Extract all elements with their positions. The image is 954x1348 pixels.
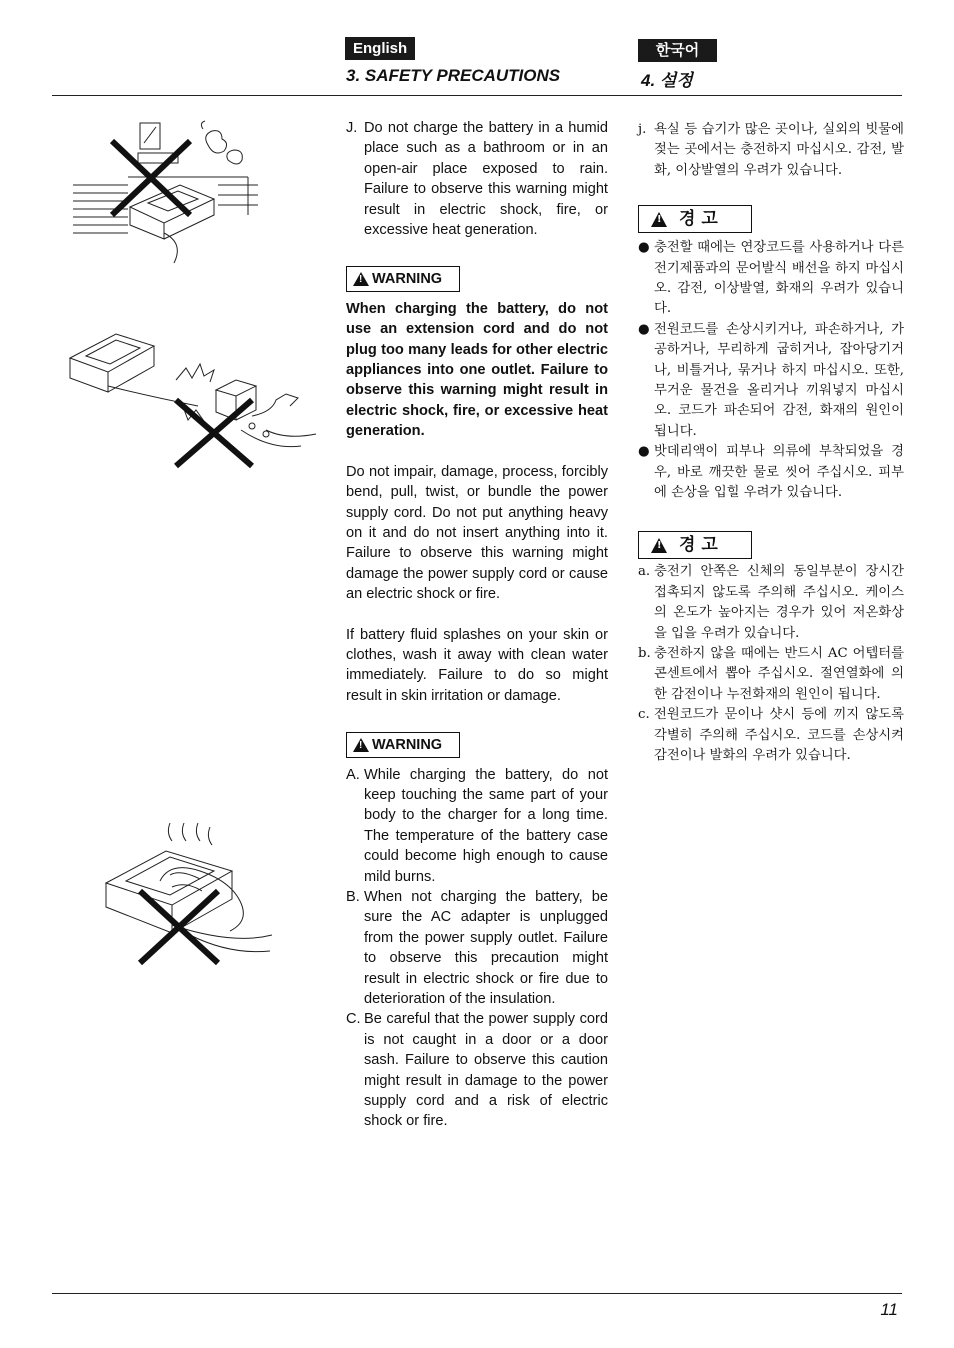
- precaution-c-korean: [638, 705, 904, 766]
- precaution-j-english: [346, 118, 608, 240]
- warning-badge: [346, 266, 460, 292]
- precaution-b-korean: [638, 644, 904, 705]
- warning-triangle-icon: [353, 738, 369, 752]
- item-marker: j.: [638, 122, 647, 137]
- warning-label: WARNING: [372, 736, 443, 753]
- item-text: Be careful that the power supply cord is not caught in a door or a door sash. Failure to observe this caution might result in damage to the power supply cord and a risk of electric shock or fire.: [364, 1011, 608, 1130]
- item-marker: A.: [346, 766, 360, 783]
- overloaded-outlet-illustration: [66, 320, 326, 480]
- item-text: When not charging the battery, be sure the AC adapter is unplugged from the power supply outlet. Failure to observe this precaution might result in electric shock or fire due to deterioration of the insulation.: [364, 889, 608, 1008]
- warning-extension-cord-text: When charging the battery, do not use an extension cord and do not plug too many leads for other electric appliances into one outlet. Failure to observe this warning might result in electric shock, fire, or excessive heat generation.: [346, 300, 608, 440]
- hand-touching-charger-illustration: [100, 815, 280, 965]
- korean-warning-badge-2: [638, 531, 752, 559]
- bullet-text: 충전할 때에는 연장코드를 사용하거나 다른 전기제품과의 문어발식 배선을 하지 마십시오. 감전, 이상발열, 화재의 우려가 있습니다.: [654, 240, 904, 317]
- bullet-dot-icon: ●: [638, 240, 650, 256]
- item-marker: c.: [638, 707, 650, 723]
- item-text: 욕실 등 습기가 많은 곳이나, 실외의 빗물에 젖는 곳에서는 충전하지 마십시오. 감전, 발화, 이상발열의 우려가 있습니다.: [654, 122, 904, 178]
- item-text: Do not charge the battery in a humid place such as a bathroom or in an open-air place exposed to rain. Failure to observe this warning might result in electric shock, fire, or excessive heat generation.: [364, 120, 608, 239]
- precaution-a-korean: [638, 562, 904, 644]
- item-marker: b.: [638, 645, 651, 661]
- warning-label: WARNING: [372, 271, 443, 288]
- header-rule: [52, 95, 902, 96]
- korean-bullet: [638, 320, 904, 442]
- humid-place-charger-illustration: [68, 115, 268, 265]
- precaution-c-english: [346, 1009, 608, 1131]
- korean-column: [638, 120, 904, 766]
- item-marker: C.: [346, 1011, 361, 1028]
- item-marker: J.: [346, 120, 358, 136]
- korean-language-tag: 한국어: [638, 39, 717, 62]
- item-text: While charging the battery, do not keep touching the same part of your body to the charger for a long time. The temperature of the battery case could become high enough to cause mild burns.: [364, 766, 608, 885]
- item-marker: a.: [638, 564, 651, 580]
- bullet-text: 전원코드를 손상시키거나, 파손하거나, 가공하거나, 무리하게 굽히거나, 잡아당기거나, 비틀거나, 묶거나 하지 마십시오. 또한, 무거운 물건을 올리거나 끼워넣지 마십시오. 코드가 파손되어 감전, 화재의 원인이 됩니다.: [654, 321, 904, 439]
- english-language-tag: English: [345, 37, 415, 60]
- warning-label: 경 고: [679, 535, 718, 556]
- footer-rule: [52, 1293, 902, 1294]
- english-column: [346, 118, 608, 1132]
- page-number: 11: [880, 1300, 898, 1319]
- precaution-a-english: [346, 765, 608, 887]
- warning-label: 경 고: [679, 209, 718, 230]
- korean-bullet: [638, 442, 904, 503]
- battery-fluid-text: If battery fluid splashes on your skin or clothes, wash it away with clean water immediately. Failure to do so might result in skin irritation or damage.: [346, 626, 608, 704]
- bullet-dot-icon: ●: [638, 321, 650, 337]
- korean-warning-badge: [638, 205, 752, 233]
- item-text: 충전기 안쪽은 신체의 동일부분이 장시간 접촉되지 않도록 주의해 주십시오. 케이스의 온도가 높아지는 경우가 있어 저온화상을 입을 우려가 있습니다.: [654, 564, 904, 641]
- precaution-b-english: [346, 887, 608, 1009]
- bullet-text: 밧데리액이 피부나 의류에 부착되었을 경우, 바로 깨끗한 물로 씻어 주십시오. 피부에 손상을 입힐 우려가 있습니다.: [654, 444, 904, 500]
- item-marker: B.: [346, 889, 360, 905]
- korean-bullet: [638, 238, 904, 320]
- warning-triangle-icon: [353, 272, 369, 286]
- section-title-english: 3. SAFETY PRECAUTIONS: [346, 66, 561, 85]
- warning-triangle-icon: [651, 538, 667, 553]
- warning-triangle-icon: [651, 212, 667, 227]
- item-text: 전원코드가 문이나 샷시 등에 끼지 않도록 각별히 주의해 주십시오. 코드를 손상시켜 감전이나 발화의 우려가 있습니다.: [654, 707, 904, 763]
- cord-damage-text: Do not impair, damage, process, forcibly bend, pull, twist, or bundle the power supply cord. Do not put anything heavy on it and do not insert anything into it. Failure to observe this warning might damage the power supply cord or cause an electric shock or fire.: [346, 463, 608, 603]
- precaution-j-korean: [638, 120, 904, 181]
- warning-badge-2: [346, 732, 460, 758]
- section-title-korean: 4. 설정: [641, 71, 693, 90]
- bullet-dot-icon: ●: [638, 444, 650, 460]
- item-text: 충전하지 않을 때에는 반드시 AC 어텝터를 콘센트에서 뽑아 주십시오. 절연열화에 의한 감전이나 누전화재의 원인이 됩니다.: [654, 645, 904, 702]
